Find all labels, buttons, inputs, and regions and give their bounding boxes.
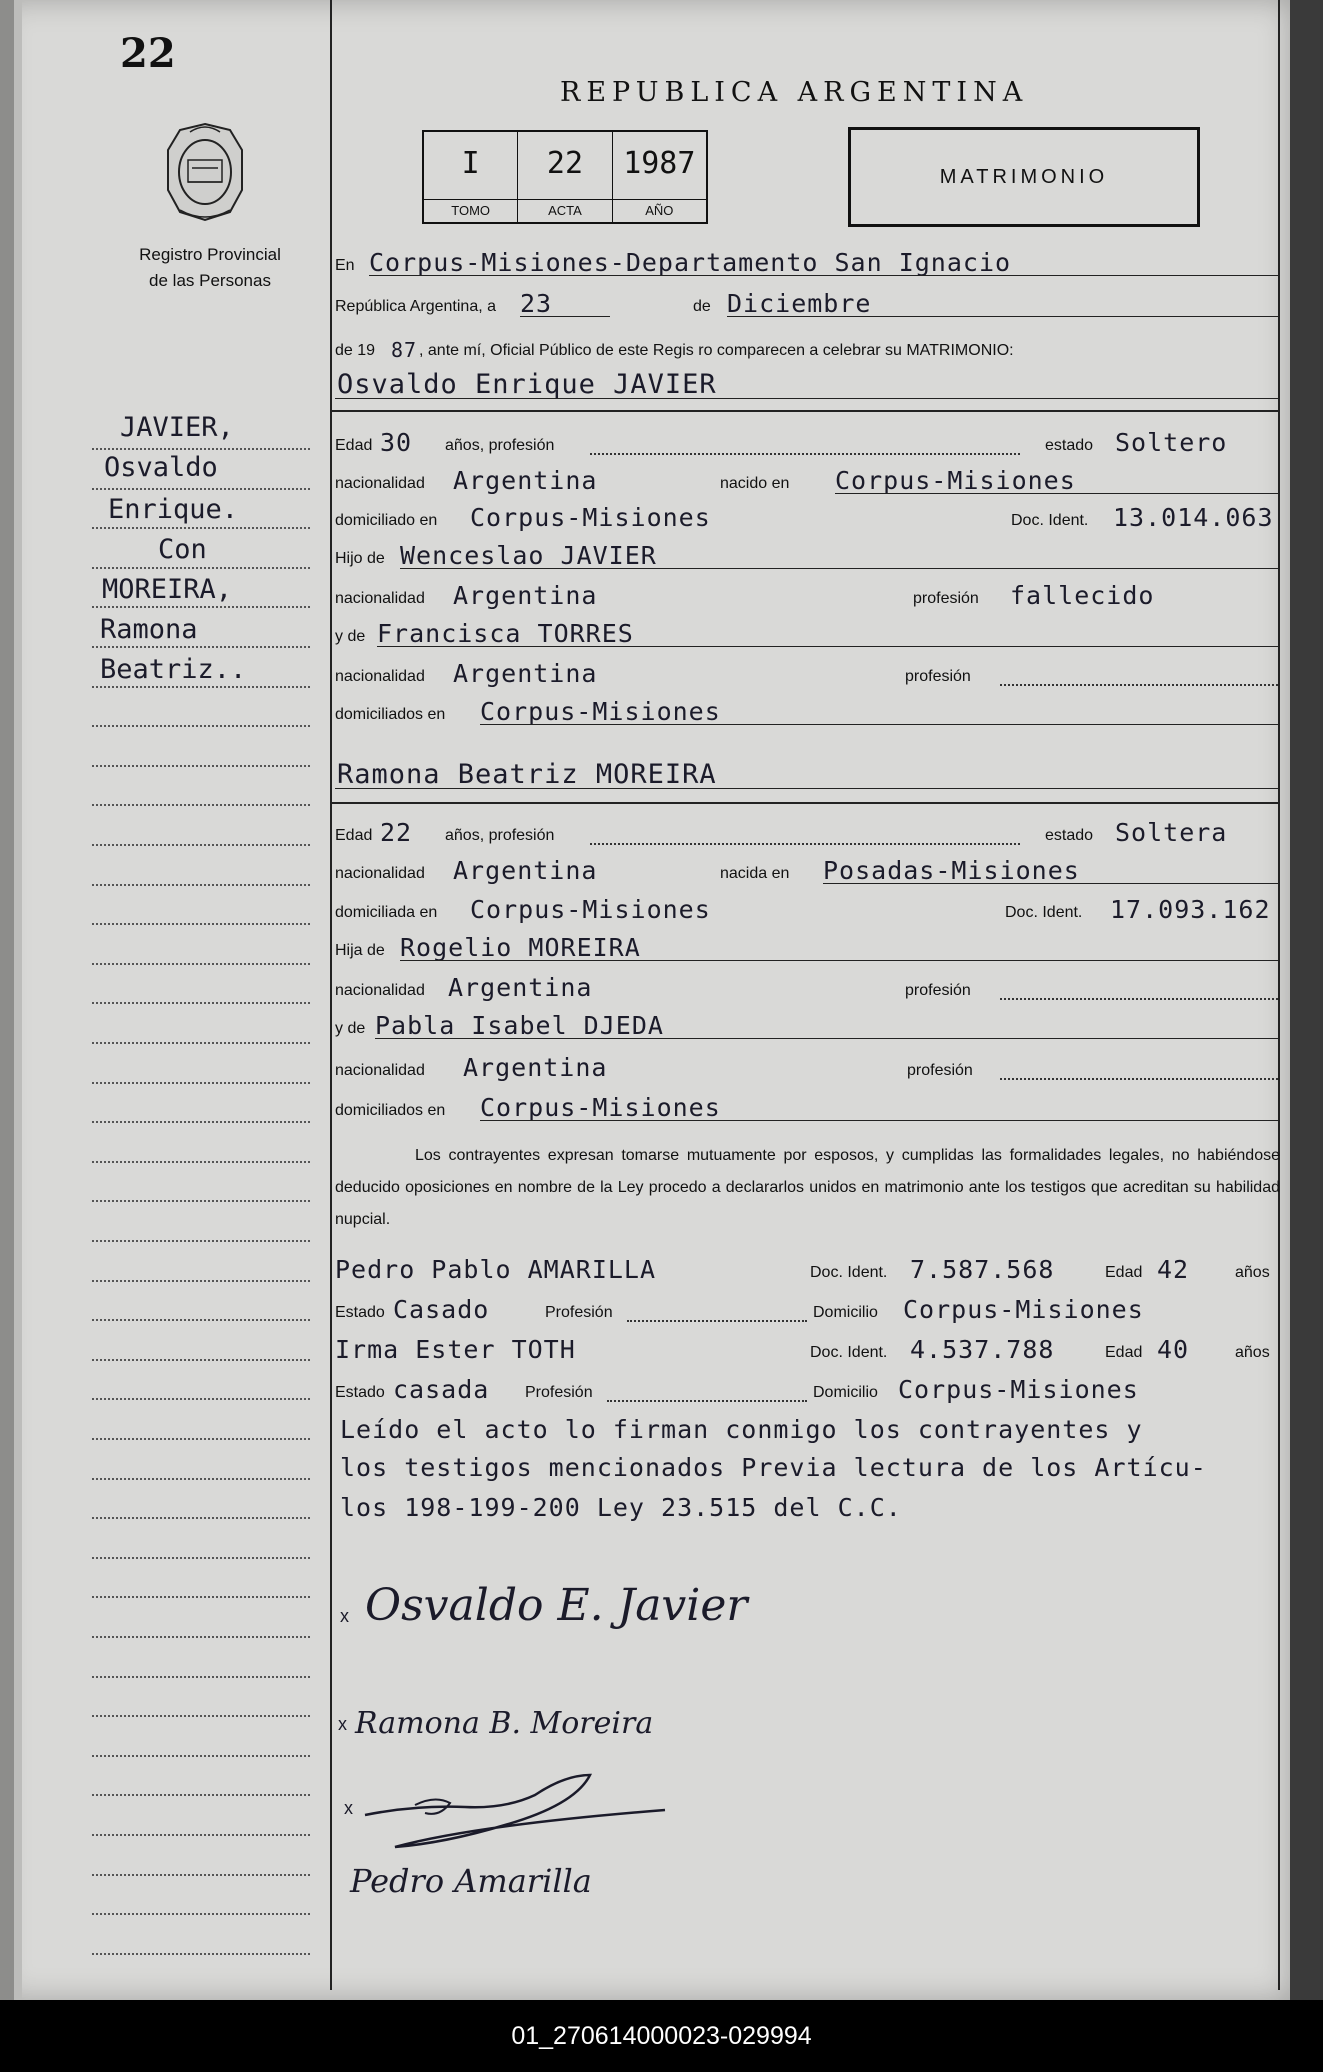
margin-dotted-line: [92, 1557, 310, 1559]
margin-dotted-line: [92, 1834, 310, 1836]
groom-father-row: [335, 538, 1278, 572]
margin-dotted-line: [92, 1517, 310, 1519]
witness1-name: Pedro Pablo AMARILLA: [335, 1255, 657, 1284]
groom-father-profession: fallecido: [1010, 581, 1155, 610]
witness2-row: [335, 1332, 1278, 1366]
margin-dotted-line: [92, 448, 310, 450]
groom-mother: Francisca TORRES: [377, 619, 634, 648]
bride-age: 22: [380, 818, 413, 847]
mother-line: [377, 646, 1278, 647]
margin-dotted-line: [92, 686, 310, 688]
anios-label: años: [1235, 1264, 1270, 1281]
bride-domicile-row: [335, 892, 1278, 926]
y-de-label: y de: [335, 628, 366, 645]
margin-dotted-line: [92, 1042, 310, 1044]
doc-ident-label: Doc. Ident.: [1005, 904, 1083, 921]
registry-name: [100, 242, 320, 294]
margin-dotted-line: [92, 844, 310, 846]
nacida-en-label: nacida en: [720, 865, 790, 882]
bride-signature: Ramona B. Moreira: [355, 1706, 654, 1741]
acta-value: 22: [546, 146, 584, 181]
groom-nationality-row: [335, 463, 1278, 497]
groom-separator: [330, 410, 1278, 412]
margin-dotted-line: [92, 1794, 310, 1796]
groom-name: Osvaldo Enrique JAVIER: [337, 369, 717, 400]
place-row: [335, 245, 1278, 279]
anios-profesion-label: años, profesión: [445, 827, 555, 844]
margin-dotted-line: [92, 1280, 310, 1282]
doc-ident-label: Doc. Ident.: [810, 1344, 888, 1361]
groom-mother-nat-row: [335, 656, 1278, 690]
registry-line2: de las Personas: [149, 271, 271, 290]
year-value: 87: [391, 338, 418, 362]
bride-separator: [330, 802, 1278, 804]
mother-line: [375, 1038, 1278, 1039]
intro-text: , ante mí, Oficial Público de este Regis ro comparecen a celebrar su MATRIMONIO:: [419, 342, 1014, 359]
profesion-dots: [590, 453, 1020, 455]
margin-dotted-line: [92, 963, 310, 965]
witness1-row: [335, 1252, 1278, 1286]
book-binding: [0, 0, 14, 2000]
declaration-text: Los contrayentes expresan tomarse mutuamente por esposos, y cumplidas las formalidades legales, no habiéndose deducido oposiciones en nombre de la Ley procedo a declararlos unidos en matrimonio ante los testigos que acreditan su habilidad nupcial.: [335, 1147, 1280, 1228]
bride-parents-domicile: Corpus-Misiones: [480, 1093, 721, 1122]
estado-label: Estado: [335, 1304, 385, 1321]
profesion-label: profesión: [913, 590, 979, 607]
groom-father-nat-row: [335, 578, 1278, 612]
margin-dotted-line: [92, 488, 310, 490]
notes-text-1: Leído el acto lo firman conmigo los contrayentes y: [340, 1415, 1143, 1444]
profesion-dots: [590, 843, 1020, 845]
hija-de-label: Hija de: [335, 942, 385, 959]
witness2-doc: 4.537.788: [910, 1335, 1055, 1364]
groom-domicile-row: [335, 500, 1278, 534]
profesion-dots: [607, 1400, 807, 1402]
margin-dotted-line: [92, 1596, 310, 1598]
groom-name-line: [335, 398, 1278, 399]
edad-label: Edad: [335, 437, 373, 454]
signature-x-mark: x: [340, 1606, 349, 1626]
groom-born-in: Corpus-Misiones: [835, 466, 1076, 495]
witness2-name: Irma Ester TOTH: [335, 1335, 576, 1364]
nacido-en-label: nacido en: [720, 475, 790, 492]
margin-dotted-line: [92, 1359, 310, 1361]
margin-dotted-line: [92, 1874, 310, 1876]
margin-dotted-line: [92, 1478, 310, 1480]
margin-dotted-line: [92, 1002, 310, 1004]
profesion-label: profesión: [905, 668, 971, 685]
bride-name: Ramona Beatriz MOREIRA: [337, 759, 717, 790]
bride-doc: 17.093.162: [1110, 895, 1271, 924]
notes-line2: [335, 1450, 1278, 1484]
signature-x-mark: x: [338, 1714, 347, 1734]
groom-age: 30: [380, 428, 413, 457]
witness2-status-row: [335, 1372, 1278, 1406]
margin-dotted-line: [92, 1715, 310, 1717]
margin-dotted-line: [92, 606, 310, 608]
notes-text-2: los testigos mencionados Previa lectura de los Artícu-: [340, 1453, 1207, 1482]
margin-rule: [330, 0, 332, 1990]
witness2-estado: casada: [393, 1375, 490, 1404]
margin-dotted-line: [92, 884, 310, 886]
bride-mother-row: [335, 1008, 1278, 1042]
groom-father: Wenceslao JAVIER: [400, 541, 657, 570]
en-label: En: [335, 257, 355, 274]
country-title: REPUBLICA ARGENTINA: [560, 77, 1029, 108]
estado-label: Estado: [335, 1384, 385, 1401]
signature-x-mark: x: [344, 1798, 353, 1818]
margin-dotted-line: [92, 1953, 310, 1955]
day-value: 23: [520, 289, 553, 318]
acta-label: ACTA: [518, 199, 611, 222]
tomo-label: TOMO: [424, 199, 517, 222]
bride-age-row: [335, 815, 1278, 849]
anio-cell: [613, 132, 706, 222]
father-line: [400, 960, 1278, 961]
margin-dotted-line: [92, 1161, 310, 1163]
profesion-label: profesión: [905, 982, 971, 999]
coat-of-arms-seal: [160, 120, 250, 225]
bride-nationality-row: [335, 853, 1278, 887]
nacionalidad-label: nacionalidad: [335, 982, 425, 999]
profesion-dots: [627, 1320, 807, 1322]
margin-line-7: Beatriz..: [100, 654, 247, 685]
profesion-dots: [1000, 998, 1278, 1000]
tomo-cell: [424, 132, 518, 222]
father-line: [400, 568, 1278, 569]
bride-father-nationality: Argentina: [448, 973, 593, 1002]
image-id-footer: 01_270614000023-029994: [0, 2000, 1323, 2072]
next-page-edge: [1290, 0, 1323, 2000]
groom-mother-row: [335, 616, 1278, 650]
margin-dotted-line: [92, 1438, 310, 1440]
bride-estado: Soltera: [1115, 818, 1228, 847]
bride-mother-nat-row: [335, 1050, 1278, 1084]
witness2-age: 40: [1157, 1335, 1190, 1364]
profesion-label: profesión: [907, 1062, 973, 1079]
bride-mother-nationality: Argentina: [463, 1053, 608, 1082]
bride-parents-domicile-row: [335, 1090, 1278, 1124]
margin-dotted-line: [92, 804, 310, 806]
profesion-label: Profesión: [525, 1384, 593, 1401]
margin-dotted-line: [92, 1755, 310, 1757]
witness1-signature-scribble: [355, 1765, 695, 1860]
witness2-signature: Pedro Amarilla: [350, 1862, 592, 1900]
anio-value: 1987: [623, 146, 696, 181]
edad-label: Edad: [1105, 1264, 1143, 1281]
domiciliados-label: domiciliados en: [335, 1102, 446, 1119]
margin-dotted-line: [92, 1200, 310, 1202]
tomo-value: I: [461, 146, 480, 181]
anio-label: AÑO: [613, 199, 706, 222]
month-value: Diciembre: [727, 289, 872, 318]
domicilio-label: Domicilio: [813, 1384, 878, 1401]
groom-estado: Soltero: [1115, 428, 1228, 457]
bride-father: Rogelio MOREIRA: [400, 933, 641, 962]
edad-label: Edad: [1105, 1344, 1143, 1361]
nacionalidad-label: nacionalidad: [335, 475, 425, 492]
witness1-estado: Casado: [393, 1295, 490, 1324]
groom-age-row: [335, 425, 1278, 459]
groom-signature: Osvaldo E. Javier: [365, 1580, 748, 1631]
domicilio-label: Domicilio: [813, 1304, 878, 1321]
republica-label: República Argentina, a: [335, 298, 496, 315]
domiciliados-label: domiciliados en: [335, 706, 446, 723]
nacionalidad-label: nacionalidad: [335, 668, 425, 685]
margin-dotted-line: [92, 765, 310, 767]
place-value: Corpus-Misiones-Departamento San Ignacio: [369, 248, 1012, 277]
parents-domicile-line: [480, 724, 1278, 725]
margin-line-2: Osvaldo: [104, 452, 218, 483]
margin-line-1: JAVIER,: [120, 412, 234, 443]
witness1-age: 42: [1157, 1255, 1190, 1284]
margin-line-6: Ramona: [100, 614, 198, 645]
margin-dotted-line: [92, 725, 310, 727]
anios-label: años: [1235, 1344, 1270, 1361]
month-line: [727, 316, 1278, 317]
margin-dotted-line: [92, 1121, 310, 1123]
margin-line-4: Con: [158, 534, 207, 565]
margin-dotted-line: [92, 1398, 310, 1400]
edad-label: Edad: [335, 827, 373, 844]
groom-mother-nationality: Argentina: [453, 659, 598, 688]
profesion-dots: [1000, 684, 1278, 686]
doc-ident-label: Doc. Ident.: [810, 1264, 888, 1281]
notes-text-3: los 198-199-200 Ley 23.515 del C.C.: [340, 1493, 902, 1522]
acta-cell: [518, 132, 612, 222]
year-row: [335, 330, 1278, 364]
de-label: de: [693, 298, 711, 315]
margin-line-5: MOREIRA,: [102, 574, 233, 605]
margin-dotted-line: [92, 1319, 310, 1321]
day-line: [520, 316, 610, 317]
margin-line-3: Enrique.: [108, 494, 239, 525]
doc-ident-label: Doc. Ident.: [1011, 512, 1089, 529]
hijo-de-label: Hijo de: [335, 550, 385, 567]
anios-profesion-label: años, profesión: [445, 437, 555, 454]
witness1-doc: 7.587.568: [910, 1255, 1055, 1284]
margin-dotted-line: [92, 527, 310, 529]
book-binding-inner: [14, 0, 22, 2000]
margin-dotted-line: [92, 1240, 310, 1242]
margin-dotted-line: [92, 646, 310, 648]
born-line: [835, 493, 1278, 494]
groom-name-row: [335, 368, 1278, 402]
bride-domicile: Corpus-Misiones: [470, 895, 711, 924]
groom-domicile: Corpus-Misiones: [470, 503, 711, 532]
bride-name-row: [335, 758, 1278, 792]
groom-father-nationality: Argentina: [453, 581, 598, 610]
margin-dotted-line: [92, 923, 310, 925]
parents-domicile-line: [480, 1120, 1278, 1121]
domiciliada-label: domiciliada en: [335, 904, 438, 921]
registry-line1: Registro Provincial: [139, 245, 281, 264]
nacionalidad-label: nacionalidad: [335, 1062, 425, 1079]
bride-mother: Pabla Isabel DJEDA: [375, 1011, 664, 1040]
bride-born-in: Posadas-Misiones: [823, 856, 1080, 885]
de19-label: de 19: [335, 342, 376, 359]
act-type-box: MATRIMONIO: [848, 127, 1200, 227]
witness2-domicile: Corpus-Misiones: [898, 1375, 1139, 1404]
margin-dotted-line: [92, 1082, 310, 1084]
record-box: [422, 130, 708, 224]
margin-dotted-line: [92, 1913, 310, 1915]
estado-label: estado: [1045, 437, 1094, 454]
groom-parents-domicile-row: [335, 694, 1278, 728]
groom-parents-domicile: Corpus-Misiones: [480, 697, 721, 726]
nacionalidad-label: nacionalidad: [335, 865, 425, 882]
margin-dotted-line: [92, 1636, 310, 1638]
margin-dotted-line: [92, 1676, 310, 1678]
page-number: 22: [120, 30, 176, 77]
right-rule: [1278, 0, 1280, 1990]
estado-label: estado: [1045, 827, 1094, 844]
date-row: [335, 286, 1278, 320]
nacionalidad-label: nacionalidad: [335, 590, 425, 607]
witness1-domicile: Corpus-Misiones: [903, 1295, 1144, 1324]
bride-father-row: [335, 930, 1278, 964]
bride-nationality: Argentina: [453, 856, 598, 885]
born-line: [823, 883, 1278, 884]
domiciliado-label: domiciliado en: [335, 512, 438, 529]
groom-doc: 13.014.063: [1113, 503, 1274, 532]
notes-line1: [335, 1412, 1278, 1446]
profesion-label: Profesión: [545, 1304, 613, 1321]
groom-nationality: Argentina: [453, 466, 598, 495]
profesion-dots: [1000, 1078, 1278, 1080]
witness1-status-row: [335, 1292, 1278, 1326]
bride-name-line: [335, 788, 1278, 789]
notes-line3: [335, 1490, 1278, 1524]
bride-father-nat-row: [335, 970, 1278, 1004]
margin-dotted-line: [92, 567, 310, 569]
place-line: [369, 275, 1278, 276]
y-de-label: y de: [335, 1020, 366, 1037]
